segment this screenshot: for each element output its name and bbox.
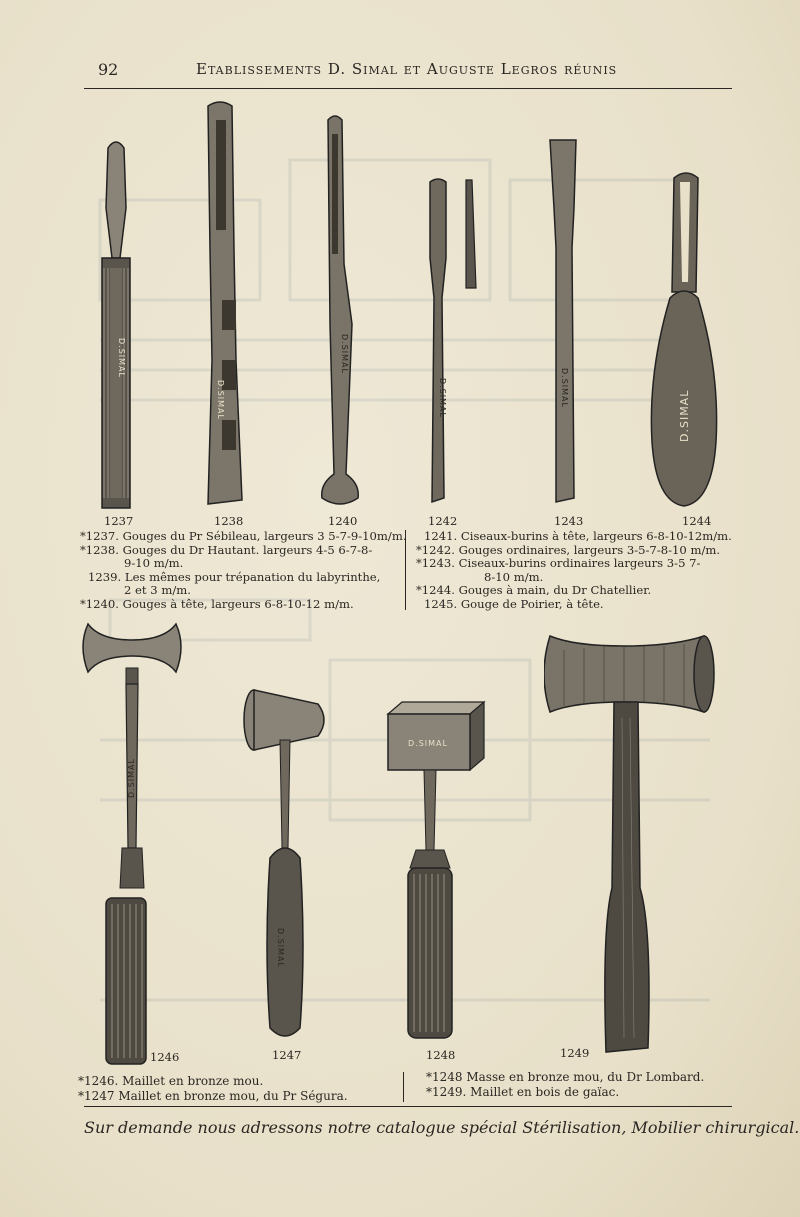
tool-1243-chisel <box>546 138 582 510</box>
captions-bottom-right <box>426 1070 704 1100</box>
tool-1249-number: 1249 <box>560 1046 590 1060</box>
tool-1242-engraving: D.SIMAL <box>438 378 447 418</box>
caption-line: *1237. Gouges du Pr Sébileau, largeurs 3 5-7-9-10m/m. <box>80 529 407 543</box>
tool-1246-engraving: D.SIMAL <box>127 758 136 798</box>
caption-line: *1243. Ciseaux-burins ordinaires largeurs 3-5 7- <box>416 556 701 571</box>
caption-line: 1241. Ciseaux-burins à tête, largeurs 6-8-10-12m/m. <box>424 529 732 543</box>
caption-line: 2 et 3 m/m. <box>124 583 191 598</box>
caption-line: *1247 Maillet en bronze mou, du Pr Ségura. <box>78 1089 348 1103</box>
page-number: 92 <box>98 60 119 79</box>
footer-note: Sur demande nous adressons notre catalogue spécial Stérilisation, Mobilier chirurgical. <box>84 1118 800 1137</box>
tool-1244-number: 1244 <box>682 514 712 528</box>
footer-rule <box>84 1106 732 1107</box>
tool-1249-mallet <box>544 628 716 1058</box>
caption-line: 9-10 m/m. <box>124 556 184 571</box>
tool-1247-number: 1247 <box>272 1048 302 1062</box>
caption-line: *1246. Maillet en bronze mou. <box>78 1074 264 1088</box>
caption-line: *1244. Gouges à main, du Dr Chatellier. <box>416 583 652 598</box>
tool-1240-number: 1240 <box>328 514 358 528</box>
tool-1242-number: 1242 <box>428 514 458 528</box>
tool-1244-hand-gouge <box>646 172 722 512</box>
tool-1247-mallet <box>240 688 334 1044</box>
caption-line: *1248 Masse en bronze mou, du Dr Lombard. <box>426 1070 705 1084</box>
caption-divider-bottom <box>403 1072 404 1102</box>
captions-bottom-left <box>78 1074 348 1104</box>
caption-line: *1240. Gouges à tête, largeurs 6-8-10-12 m/m. <box>80 596 354 611</box>
tool-1238-engraving: D.SIMAL <box>216 380 225 420</box>
running-title: Etablissements D. Simal et Auguste Legros réunis <box>196 60 618 78</box>
tool-1242-gouge <box>420 178 486 512</box>
tool-1248-number: 1248 <box>426 1048 456 1062</box>
running-header <box>98 58 730 84</box>
tool-1237-engraving: D.SIMAL <box>117 338 126 378</box>
tool-1237-gouge <box>96 138 136 510</box>
tool-1237-number: 1237 <box>104 514 134 528</box>
tool-1246-mallet <box>82 618 184 1068</box>
caption-line: *1242. Gouges ordinaires, largeurs 3-5-7-8-10 m/m. <box>416 542 721 557</box>
header-rule <box>84 88 732 89</box>
caption-line: *1249. Maillet en bois de gaïac. <box>426 1085 620 1099</box>
caption-line: 1239. Les mêmes pour trépanation du labyrinthe, <box>88 569 381 584</box>
captions-top-left <box>80 530 407 612</box>
tool-1246-number: 1246 <box>150 1050 180 1064</box>
tool-1248-mass <box>384 700 488 1044</box>
captions-top-right <box>416 530 732 612</box>
caption-divider-top <box>405 530 406 610</box>
tool-1238-number: 1238 <box>214 514 244 528</box>
tool-1240-engraving: D.SIMAL <box>340 334 349 374</box>
tool-1238-gouge <box>198 100 248 512</box>
caption-line: 1245. Gouge de Poirier, à tête. <box>424 596 604 611</box>
tool-1240-gouge <box>316 114 366 512</box>
tool-1244-engraving: D.SIMAL <box>678 389 691 442</box>
tool-1247-engraving: D.SIMAL <box>276 928 285 968</box>
caption-line: *1238. Gouges du Dr Hautant. largeurs 4-5 6-7-8- <box>80 542 373 557</box>
tool-1248-engraving: D.SIMAL <box>408 739 448 748</box>
caption-line: 8-10 m/m. <box>484 569 544 584</box>
tool-1243-number: 1243 <box>554 514 584 528</box>
tool-1243-engraving: D.SIMAL <box>560 368 569 408</box>
